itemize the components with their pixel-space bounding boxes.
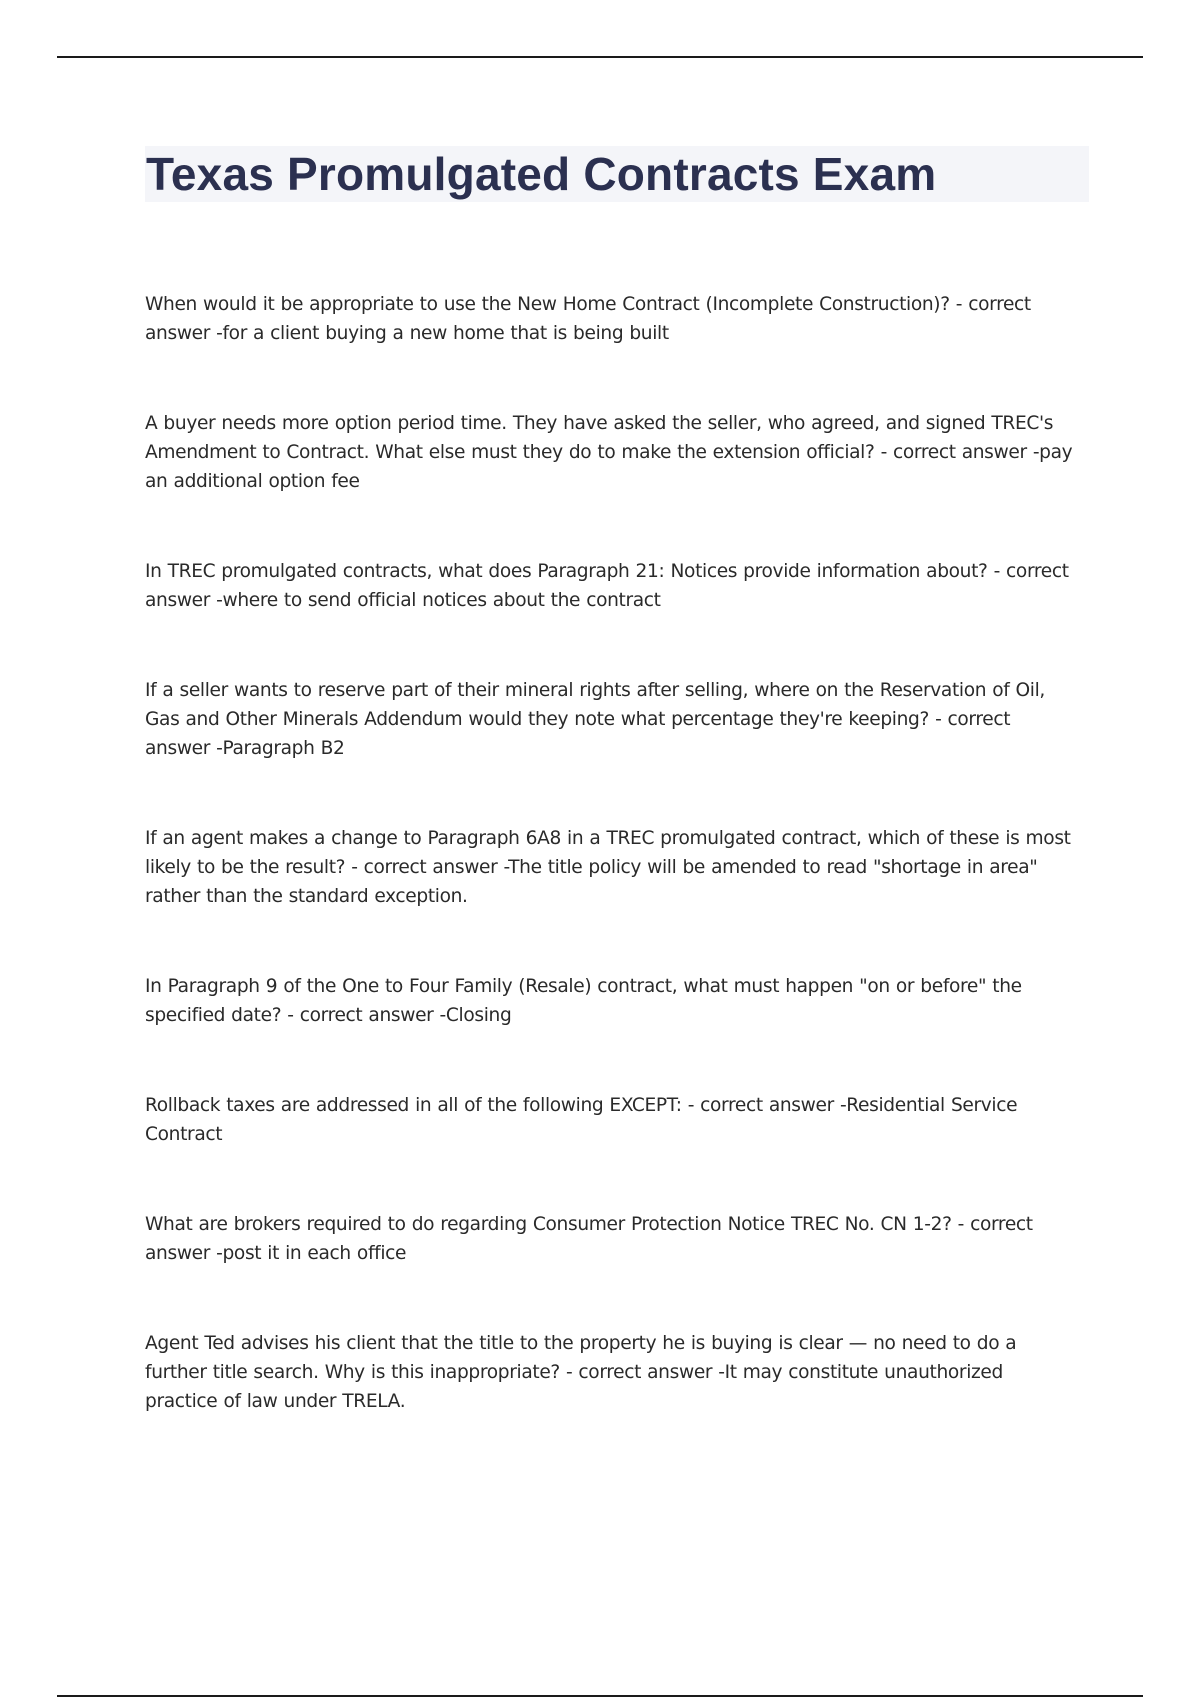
question-item: In Paragraph 9 of the One to Four Family (Resale) contract, what must happen "on or before" the specified date? - correct answer -Closing <box>145 976 1022 1026</box>
question-item: In TREC promulgated contracts, what does Paragraph 21: Notices provide information about? - correct answer -where to send official notices about the contract <box>145 561 1069 611</box>
question-item: What are brokers required to do regarding Consumer Protection Notice TREC No. CN 1-2? - correct answer -post it in each office <box>145 1214 1033 1264</box>
question-item: Rollback taxes are addressed in all of the following EXCEPT: - correct answer -Residential Service Contract <box>145 1095 1018 1145</box>
header-rule <box>57 56 1143 58</box>
question-item: If an agent makes a change to Paragraph 6A8 in a TREC promulgated contract, which of these is most likely to be the result? - correct answer -The title policy will be amended to read "shortage in area" rather than the standard exception. <box>145 828 1071 907</box>
question-item: A buyer needs more option period time. They have asked the seller, who agreed, and signed TREC's Amendment to Contract. What else must they do to make the extension official? - correct answer -pay an additional option fee <box>145 413 1073 492</box>
footer-rule <box>57 1695 1143 1697</box>
question-item: If a seller wants to reserve part of their mineral rights after selling, where on the Reservation of Oil, Gas and Other Minerals Addendum would they note what percentage they're keeping? - correct answer -Paragraph B2 <box>145 680 1045 759</box>
question-item: When would it be appropriate to use the New Home Contract (Incomplete Construction)? - correct answer -for a client buying a new home that is being built <box>145 294 1031 344</box>
page-title: Texas Promulgated Contracts Exam <box>146 148 937 200</box>
question-item: Agent Ted advises his client that the title to the property he is buying is clear — no need to do a further title search. Why is this inappropriate? - correct answer -It may constitute unauthorized practice of law under TRELA. <box>145 1333 1017 1412</box>
question-list <box>145 290 1080 1477</box>
